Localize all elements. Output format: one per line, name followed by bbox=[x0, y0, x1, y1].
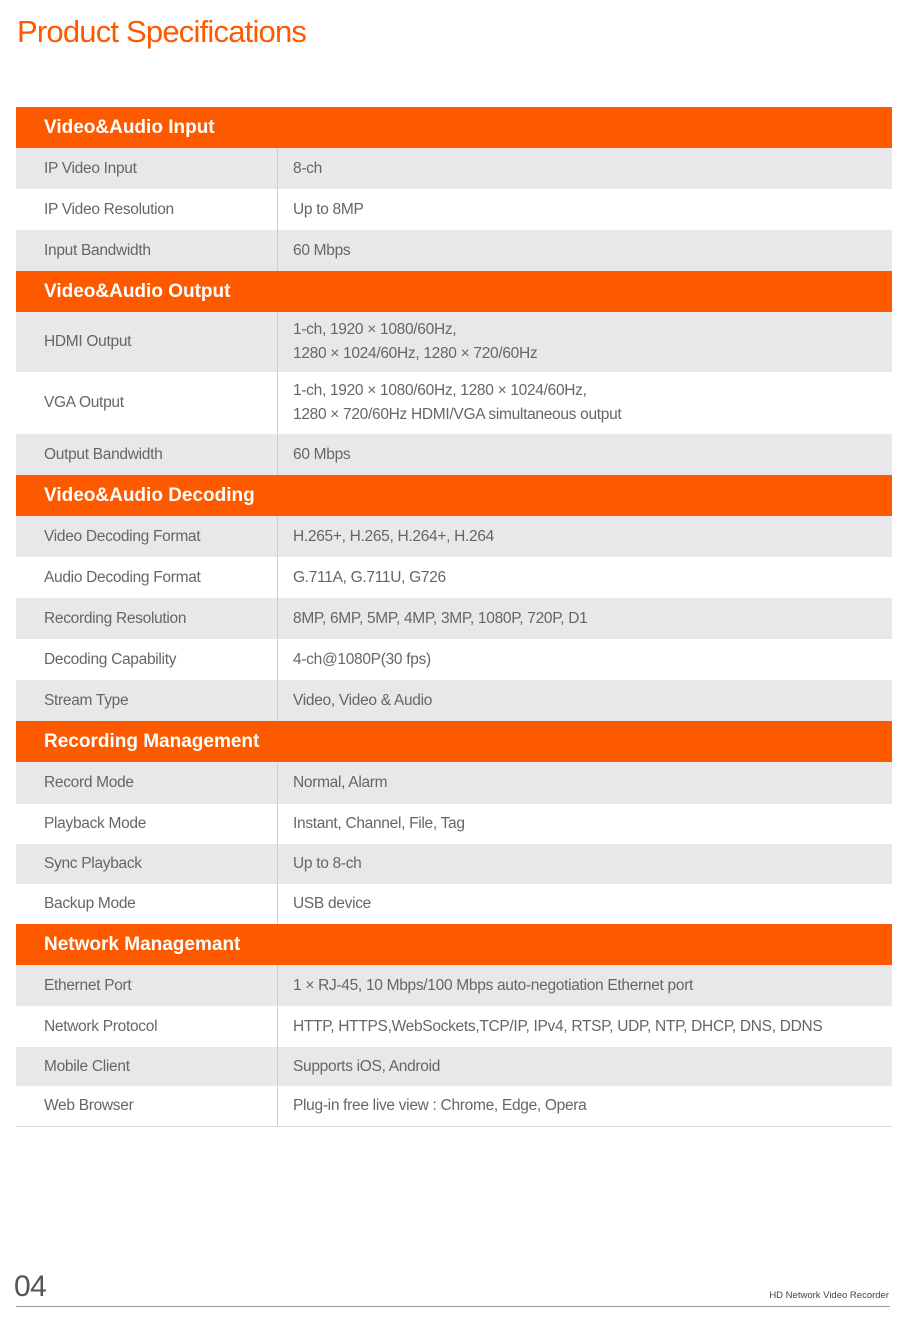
spec-row bbox=[16, 189, 892, 230]
footer-product-name: HD Network Video Recorder bbox=[769, 1290, 889, 1301]
spec-value: Video, Video & Audio bbox=[293, 691, 433, 709]
spec-value: Normal, Alarm bbox=[293, 774, 388, 791]
spec-label: Video Decoding Format bbox=[16, 516, 278, 557]
spec-value: Plug-in free live view : Chrome, Edge, Opera bbox=[293, 1097, 587, 1114]
spec-value: 60 Mbps bbox=[293, 445, 351, 463]
spec-value: HTTP, HTTPS,WebSockets,TCP/IP, IPv4, RTSP, UDP, NTP, DHCP, DNS, DDNS bbox=[293, 1017, 823, 1035]
spec-label: Playback Mode bbox=[16, 804, 278, 844]
section-header-video-audio-decoding: Video&Audio Decoding bbox=[16, 475, 892, 516]
section-header-network-management: Network Managemant bbox=[16, 924, 892, 965]
spec-label: IP Video Resolution bbox=[16, 189, 278, 230]
spec-value: 4-ch@1080P(30 fps) bbox=[293, 650, 431, 668]
spec-row bbox=[16, 598, 892, 639]
spec-label: Backup Mode bbox=[16, 884, 278, 924]
spec-value: USB device bbox=[293, 895, 371, 912]
spec-row bbox=[16, 312, 892, 372]
spec-value: Up to 8-ch bbox=[293, 855, 362, 872]
spec-label: HDMI Output bbox=[16, 312, 278, 372]
spec-value: 60 Mbps bbox=[293, 241, 351, 259]
spec-row bbox=[16, 1006, 892, 1047]
spec-value: Supports iOS, Android bbox=[293, 1057, 441, 1075]
spec-row bbox=[16, 516, 892, 557]
spec-row bbox=[16, 557, 892, 598]
page-title: Product Specifications bbox=[17, 14, 307, 49]
spec-label: Ethernet Port bbox=[16, 965, 278, 1006]
spec-value: G.711A, G.711U, G726 bbox=[293, 568, 446, 586]
spec-row bbox=[16, 762, 892, 804]
spec-label: IP Video Input bbox=[16, 148, 278, 189]
spec-row bbox=[16, 965, 892, 1006]
spec-label: Network Protocol bbox=[16, 1006, 278, 1047]
spec-label: Web Browser bbox=[16, 1086, 278, 1126]
spec-value: Instant, Channel, File, Tag bbox=[293, 815, 465, 832]
spec-table bbox=[16, 107, 892, 1127]
spec-value: 8MP, 6MP, 5MP, 4MP, 3MP, 1080P, 720P, D1 bbox=[293, 609, 588, 627]
page-number: 04 bbox=[14, 1270, 47, 1303]
section-header-video-audio-output: Video&Audio Output bbox=[16, 271, 892, 312]
spec-label: Sync Playback bbox=[16, 844, 278, 884]
spec-label: Record Mode bbox=[16, 762, 278, 804]
spec-row bbox=[16, 804, 892, 844]
footer-divider bbox=[16, 1306, 890, 1307]
spec-row bbox=[16, 884, 892, 924]
spec-row bbox=[16, 230, 892, 271]
spec-row bbox=[16, 680, 892, 721]
spec-label: Input Bandwidth bbox=[16, 230, 278, 271]
spec-row bbox=[16, 434, 892, 475]
spec-label: Output Bandwidth bbox=[16, 434, 278, 475]
spec-label: Mobile Client bbox=[16, 1047, 278, 1086]
spec-label: Audio Decoding Format bbox=[16, 557, 278, 598]
spec-label: Stream Type bbox=[16, 680, 278, 721]
spec-value: H.265+, H.265, H.264+, H.264 bbox=[293, 527, 494, 545]
spec-value: 1-ch, 1920 × 1080/60Hz, 1280 × 1024/60Hz, 1280 × 720/60Hz bbox=[293, 321, 538, 362]
spec-label: Decoding Capability bbox=[16, 639, 278, 680]
section-header-video-audio-input: Video&Audio Input bbox=[16, 107, 892, 148]
spec-label: Recording Resolution bbox=[16, 598, 278, 639]
section-header-recording-management: Recording Management bbox=[16, 721, 892, 762]
spec-value: 1-ch, 1920 × 1080/60Hz, 1280 × 1024/60Hz, 1280 × 720/60Hz HDMI/VGA simultaneous output bbox=[293, 382, 622, 423]
spec-row bbox=[16, 372, 892, 434]
spec-value: 1 × RJ-45, 10 Mbps/100 Mbps auto-negotiation Ethernet port bbox=[293, 976, 694, 994]
spec-value: Up to 8MP bbox=[293, 200, 364, 218]
spec-row bbox=[16, 1086, 892, 1127]
spec-value: 8-ch bbox=[293, 159, 322, 177]
spec-row bbox=[16, 1047, 892, 1086]
spec-row bbox=[16, 639, 892, 680]
spec-label: VGA Output bbox=[16, 372, 278, 434]
spec-row bbox=[16, 844, 892, 884]
spec-row bbox=[16, 148, 892, 189]
